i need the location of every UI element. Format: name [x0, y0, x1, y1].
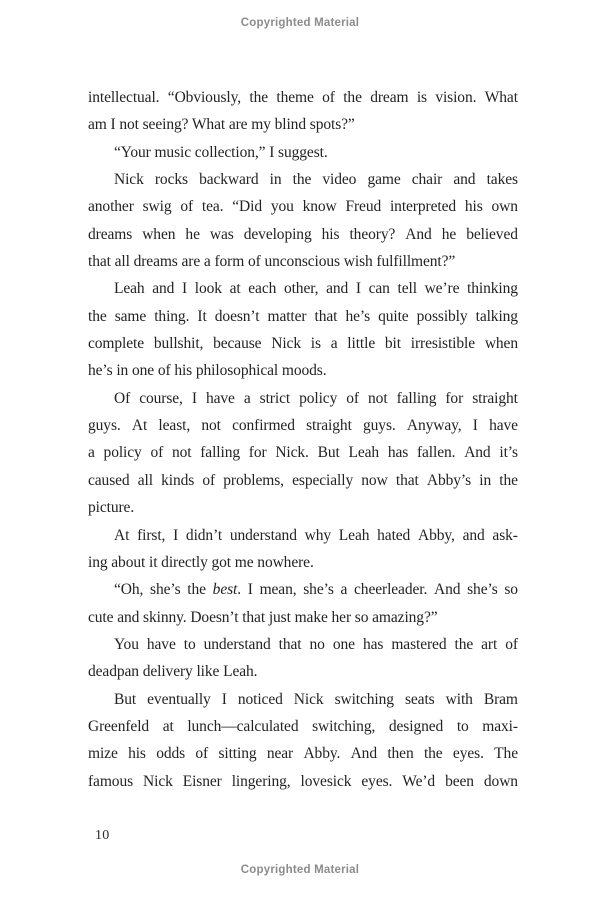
- text-line: dreams when he was developing his theory? And he believed: [88, 225, 518, 243]
- text-line: ing about it directly got me nowhere.: [88, 553, 314, 571]
- text-line: “Oh, she’s the best. I mean, she’s a cheerleader. And she’s so: [114, 581, 518, 599]
- page-number: 10: [95, 828, 110, 843]
- text-line: another swig of tea. “Did you know Freud interpreted his own: [88, 198, 518, 216]
- text-line: am I not seeing? What are my blind spots?”: [88, 116, 355, 134]
- text-line: “Your music collection,” I suggest.: [114, 143, 328, 161]
- text-line: Of course, I have a strict policy of not falling for straight: [114, 389, 518, 407]
- text-line: You have to understand that no one has mastered the art of: [114, 635, 518, 653]
- copyright-notice-bottom: Copyrighted Material: [240, 864, 360, 876]
- body-text: [88, 84, 518, 795]
- text-line: Leah and I look at each other, and I can tell we’re thinking: [114, 280, 518, 298]
- text-line: At first, I didn’t understand why Leah hated Abby, and ask-: [114, 526, 518, 544]
- text-line: a policy of not falling for Nick. But Leah has fallen. And it’s: [88, 444, 518, 462]
- text-line: mize his odds of sitting near Abby. And then the eyes. The: [88, 745, 518, 763]
- text-line: that all dreams are a form of unconscious wish fulfillment?”: [88, 253, 456, 271]
- text-line: Nick rocks backward in the video game chair and takes: [114, 171, 518, 189]
- text-line: complete bullshit, because Nick is a little bit irresistible when: [88, 335, 518, 353]
- text-line: caused all kinds of problems, especially now that Abby’s in the: [88, 471, 518, 489]
- text-line: he’s in one of his philosophical moods.: [88, 362, 327, 380]
- text-line: famous Nick Eisner lingering, lovesick eyes. We’d been down: [88, 772, 518, 790]
- text-line: guys. At least, not confirmed straight guys. Anyway, I have: [88, 417, 518, 435]
- text-line: the same thing. It doesn’t matter that he’s quite possibly talking: [88, 307, 518, 325]
- text-line: picture.: [88, 499, 135, 517]
- text-line: cute and skinny. Doesn’t that just make her so amazing?”: [88, 608, 438, 626]
- text-line: intellectual. “Obviously, the theme of the dream is vision. What: [88, 89, 518, 106]
- text-line: Greenfeld at lunch—calculated switching, designed to maxi-: [88, 717, 518, 735]
- copyright-notice-top: Copyrighted Material: [240, 17, 360, 29]
- text-line: deadpan delivery like Leah.: [88, 663, 258, 681]
- text-line: But eventually I noticed Nick switching seats with Bram: [114, 690, 518, 708]
